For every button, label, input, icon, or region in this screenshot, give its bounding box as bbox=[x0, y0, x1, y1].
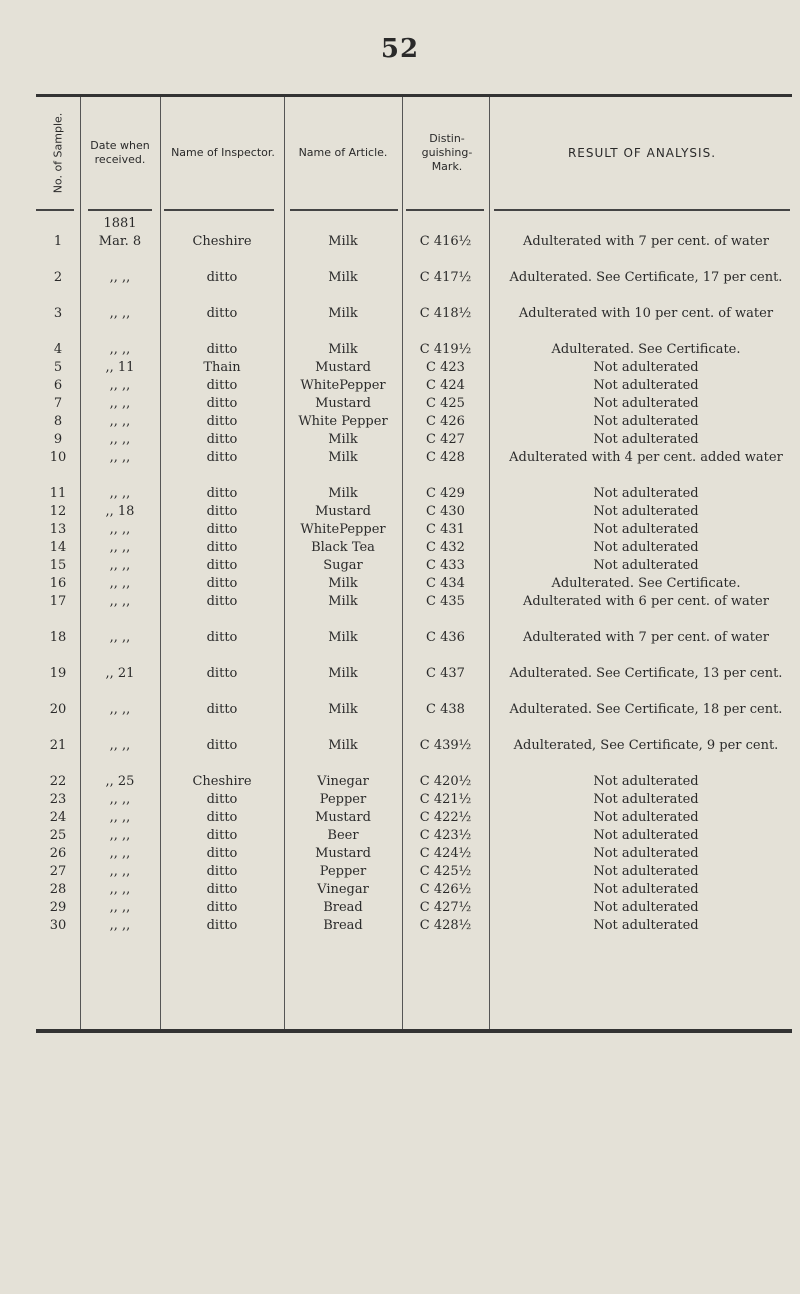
article-name: Mustard bbox=[315, 504, 371, 519]
inspector-name: ditto bbox=[206, 738, 238, 753]
date-received: ,, ,, bbox=[109, 792, 131, 807]
year-label: 1881 bbox=[103, 216, 137, 231]
header-result: RESULT OF ANALYSIS. bbox=[567, 146, 717, 160]
article-name: Milk bbox=[328, 270, 358, 285]
inspector-name: ditto bbox=[206, 666, 238, 681]
inspector-name: ditto bbox=[206, 828, 238, 843]
analysis-result: Not adulterated bbox=[593, 810, 699, 825]
date-received: ,, ,, bbox=[109, 432, 131, 447]
table-row bbox=[36, 503, 792, 521]
header-inspector: Name of Inspector. bbox=[171, 146, 275, 159]
date-received: ,, ,, bbox=[109, 738, 131, 753]
table-row bbox=[36, 305, 792, 341]
inspector-name: ditto bbox=[206, 378, 238, 393]
date-received: ,, ,, bbox=[109, 630, 131, 645]
inspector-name: Thain bbox=[203, 360, 241, 375]
table-row bbox=[36, 575, 792, 593]
distinguishing-mark: C 427 bbox=[426, 432, 465, 447]
table-row bbox=[36, 701, 792, 737]
analysis-result: Adulterated with 10 per cent. of water bbox=[518, 306, 774, 321]
distinguishing-mark: C 429 bbox=[426, 486, 465, 501]
date-received: ,, ,, bbox=[109, 594, 131, 609]
date-received: ,, 18 bbox=[105, 504, 135, 519]
inspector-name: ditto bbox=[206, 396, 238, 411]
year-row bbox=[36, 215, 792, 233]
date-received: ,, ,, bbox=[109, 846, 131, 861]
page-number: 52 bbox=[380, 34, 420, 64]
inspector-name: ditto bbox=[206, 504, 238, 519]
distinguishing-mark: C 432 bbox=[426, 540, 465, 555]
article-name: WhitePepper bbox=[300, 378, 386, 393]
sample-number: 25 bbox=[49, 828, 67, 843]
sample-number: 9 bbox=[53, 432, 63, 447]
distinguishing-mark: C 416½ bbox=[419, 234, 472, 249]
sample-number: 1 bbox=[53, 234, 63, 249]
sample-number: 6 bbox=[53, 378, 63, 393]
distinguishing-mark: C 438 bbox=[426, 702, 465, 717]
inspector-name: ditto bbox=[206, 558, 238, 573]
sample-number: 12 bbox=[49, 504, 67, 519]
article-name: Vinegar bbox=[317, 774, 369, 789]
analysis-result: Not adulterated bbox=[593, 918, 699, 933]
analysis-result: Not adulterated bbox=[593, 882, 699, 897]
article-name: Mustard bbox=[315, 396, 371, 411]
distinguishing-mark: C 434 bbox=[426, 576, 465, 591]
article-name: Milk bbox=[328, 738, 358, 753]
article-name: Milk bbox=[328, 594, 358, 609]
analysis-result: Not adulterated bbox=[593, 360, 699, 375]
table-row bbox=[36, 269, 792, 305]
inspector-name: ditto bbox=[206, 450, 238, 465]
sample-number: 16 bbox=[49, 576, 67, 591]
inspector-name: ditto bbox=[206, 342, 238, 357]
table-row bbox=[36, 521, 792, 539]
article-name: Black Tea bbox=[311, 540, 375, 555]
distinguishing-mark: C 435 bbox=[426, 594, 465, 609]
inspector-name: ditto bbox=[206, 810, 238, 825]
analysis-result: Adulterated. See Certificate, 17 per cent. bbox=[509, 270, 783, 285]
distinguishing-mark: C 430 bbox=[426, 504, 465, 519]
header-article: Name of Article. bbox=[298, 146, 388, 159]
distinguishing-mark: C 424½ bbox=[419, 846, 472, 861]
table-row bbox=[36, 539, 792, 557]
table-row bbox=[36, 485, 792, 503]
sample-number: 13 bbox=[49, 522, 67, 537]
distinguishing-mark: C 426 bbox=[426, 414, 465, 429]
distinguishing-mark: C 423½ bbox=[419, 828, 472, 843]
date-received: ,, ,, bbox=[109, 522, 131, 537]
date-received: ,, ,, bbox=[109, 882, 131, 897]
date-received: ,, ,, bbox=[109, 918, 131, 933]
date-received: ,, ,, bbox=[109, 378, 131, 393]
table-row bbox=[36, 665, 792, 701]
date-received: ,, ,, bbox=[109, 396, 131, 411]
analysis-result: Adulterated. See Certificate. bbox=[551, 342, 741, 357]
inspector-name: ditto bbox=[206, 594, 238, 609]
table-row bbox=[36, 737, 792, 773]
date-received: ,, ,, bbox=[109, 306, 131, 321]
article-name: Milk bbox=[328, 450, 358, 465]
inspector-name: ditto bbox=[206, 900, 238, 915]
analysis-result: Not adulterated bbox=[593, 864, 699, 879]
sample-number: 4 bbox=[53, 342, 63, 357]
table-row bbox=[36, 863, 792, 881]
table-row bbox=[36, 359, 792, 377]
analysis-result: Adulterated with 4 per cent. added water bbox=[509, 450, 783, 465]
distinguishing-mark: C 417½ bbox=[419, 270, 472, 285]
date-received: ,, ,, bbox=[109, 450, 131, 465]
table-row bbox=[36, 341, 792, 359]
analysis-result: Adulterated with 7 per cent. of water bbox=[523, 234, 769, 249]
article-name: Mustard bbox=[315, 360, 371, 375]
table-row bbox=[36, 449, 792, 485]
distinguishing-mark: C 418½ bbox=[419, 306, 472, 321]
date-received: ,, 25 bbox=[105, 774, 135, 789]
analysis-result: Adulterated, See Certificate, 9 per cent. bbox=[513, 738, 779, 753]
inspector-name: ditto bbox=[206, 414, 238, 429]
table-row bbox=[36, 773, 792, 791]
analysis-result: Not adulterated bbox=[593, 504, 699, 519]
sample-number: 10 bbox=[49, 450, 67, 465]
analysis-result: Adulterated with 6 per cent. of water bbox=[523, 594, 769, 609]
sample-number: 29 bbox=[49, 900, 67, 915]
date-received: ,, 21 bbox=[105, 666, 135, 681]
sample-number: 7 bbox=[53, 396, 63, 411]
inspector-name: ditto bbox=[206, 540, 238, 555]
table-row bbox=[36, 899, 792, 917]
analysis-result: Not adulterated bbox=[593, 558, 699, 573]
table-row bbox=[36, 395, 792, 413]
article-name: Vinegar bbox=[317, 882, 369, 897]
inspector-name: ditto bbox=[206, 630, 238, 645]
inspector-name: ditto bbox=[206, 846, 238, 861]
analysis-result: Not adulterated bbox=[593, 378, 699, 393]
sample-number: 2 bbox=[53, 270, 63, 285]
inspector-name: ditto bbox=[206, 270, 238, 285]
sample-number: 27 bbox=[49, 864, 67, 879]
distinguishing-mark: C 426½ bbox=[419, 882, 472, 897]
distinguishing-mark: C 419½ bbox=[419, 342, 472, 357]
distinguishing-mark: C 424 bbox=[426, 378, 465, 393]
analysis-result: Adulterated. See Certificate. bbox=[551, 576, 741, 591]
article-name: Beer bbox=[327, 828, 359, 843]
analysis-result: Not adulterated bbox=[593, 414, 699, 429]
date-received: ,, ,, bbox=[109, 828, 131, 843]
table-row bbox=[36, 881, 792, 899]
inspector-name: ditto bbox=[206, 864, 238, 879]
table-row bbox=[36, 917, 792, 935]
article-name: Milk bbox=[328, 486, 358, 501]
sample-number: 22 bbox=[49, 774, 67, 789]
analysis-result: Not adulterated bbox=[593, 522, 699, 537]
analysis-result: Not adulterated bbox=[593, 486, 699, 501]
date-received: ,, 11 bbox=[105, 360, 135, 375]
analysis-result: Not adulterated bbox=[593, 432, 699, 447]
table-row bbox=[36, 413, 792, 431]
analysis-result: Not adulterated bbox=[593, 900, 699, 915]
analysis-result: Adulterated. See Certificate, 13 per cent. bbox=[509, 666, 783, 681]
article-name: Milk bbox=[328, 306, 358, 321]
analysis-result: Adulterated with 7 per cent. of water bbox=[523, 630, 769, 645]
table-row bbox=[36, 377, 792, 395]
table-row bbox=[36, 827, 792, 845]
analysis-result: Adulterated. See Certificate, 18 per cent. bbox=[509, 702, 783, 717]
analysis-table bbox=[36, 94, 792, 1033]
article-name: Bread bbox=[323, 918, 363, 933]
article-name: White Pepper bbox=[298, 414, 388, 429]
sample-number: 30 bbox=[49, 918, 67, 933]
date-received: ,, ,, bbox=[109, 540, 131, 555]
sample-number: 20 bbox=[49, 702, 67, 717]
table-row bbox=[36, 233, 792, 269]
distinguishing-mark: C 437 bbox=[426, 666, 465, 681]
analysis-result: Not adulterated bbox=[593, 846, 699, 861]
article-name: Milk bbox=[328, 576, 358, 591]
inspector-name: Cheshire bbox=[192, 774, 252, 789]
sample-number: 21 bbox=[49, 738, 67, 753]
sample-number: 14 bbox=[49, 540, 67, 555]
table-row bbox=[36, 593, 792, 629]
article-name: Milk bbox=[328, 432, 358, 447]
table-body bbox=[36, 215, 792, 935]
date-received: ,, ,, bbox=[109, 414, 131, 429]
distinguishing-mark: C 422½ bbox=[419, 810, 472, 825]
table-header bbox=[36, 97, 792, 209]
date-received: ,, ,, bbox=[109, 864, 131, 879]
date-received: ,, ,, bbox=[109, 576, 131, 591]
analysis-result: Not adulterated bbox=[593, 540, 699, 555]
distinguishing-mark: C 428 bbox=[426, 450, 465, 465]
analysis-result: Not adulterated bbox=[593, 396, 699, 411]
article-name: Mustard bbox=[315, 810, 371, 825]
sample-number: 15 bbox=[49, 558, 67, 573]
distinguishing-mark: C 427½ bbox=[419, 900, 472, 915]
header-mark: Distin- guishing- Mark. bbox=[421, 132, 473, 173]
inspector-name: ditto bbox=[206, 306, 238, 321]
distinguishing-mark: C 425½ bbox=[419, 864, 472, 879]
date-received: ,, ,, bbox=[109, 558, 131, 573]
analysis-result: Not adulterated bbox=[593, 828, 699, 843]
inspector-name: ditto bbox=[206, 576, 238, 591]
article-name: WhitePepper bbox=[300, 522, 386, 537]
distinguishing-mark: C 421½ bbox=[419, 792, 472, 807]
article-name: Milk bbox=[328, 630, 358, 645]
date-received: ,, ,, bbox=[109, 486, 131, 501]
date-received: ,, ,, bbox=[109, 270, 131, 285]
table-row bbox=[36, 557, 792, 575]
sample-number: 23 bbox=[49, 792, 67, 807]
inspector-name: ditto bbox=[206, 918, 238, 933]
sample-number: 18 bbox=[49, 630, 67, 645]
article-name: Bread bbox=[323, 900, 363, 915]
distinguishing-mark: C 425 bbox=[426, 396, 465, 411]
sample-number: 3 bbox=[53, 306, 63, 321]
sample-number: 5 bbox=[53, 360, 63, 375]
sample-number: 17 bbox=[49, 594, 67, 609]
table-row bbox=[36, 791, 792, 809]
date-received: ,, ,, bbox=[109, 342, 131, 357]
inspector-name: ditto bbox=[206, 432, 238, 447]
distinguishing-mark: C 423 bbox=[426, 360, 465, 375]
sample-number: 26 bbox=[49, 846, 67, 861]
article-name: Milk bbox=[328, 702, 358, 717]
date-received: ,, ,, bbox=[109, 900, 131, 915]
table-row bbox=[36, 809, 792, 827]
inspector-name: ditto bbox=[206, 702, 238, 717]
article-name: Pepper bbox=[319, 792, 367, 807]
sample-number: 28 bbox=[49, 882, 67, 897]
sample-number: 19 bbox=[49, 666, 67, 681]
inspector-name: ditto bbox=[206, 882, 238, 897]
header-date-received: Date when received. bbox=[90, 139, 150, 166]
sample-number: 24 bbox=[49, 810, 67, 825]
article-name: Milk bbox=[328, 666, 358, 681]
date-received: ,, ,, bbox=[109, 702, 131, 717]
inspector-name: Cheshire bbox=[192, 234, 252, 249]
table-row bbox=[36, 845, 792, 863]
header-sample-no: No. of Sample. bbox=[51, 112, 65, 194]
distinguishing-mark: C 433 bbox=[426, 558, 465, 573]
sample-number: 8 bbox=[53, 414, 63, 429]
article-name: Mustard bbox=[315, 846, 371, 861]
distinguishing-mark: C 439½ bbox=[419, 738, 472, 753]
sample-number: 11 bbox=[49, 486, 67, 501]
table-row bbox=[36, 431, 792, 449]
distinguishing-mark: C 428½ bbox=[419, 918, 472, 933]
article-name: Pepper bbox=[319, 864, 367, 879]
distinguishing-mark: C 431 bbox=[426, 522, 465, 537]
distinguishing-mark: C 420½ bbox=[419, 774, 472, 789]
analysis-result: Not adulterated bbox=[593, 774, 699, 789]
analysis-result: Not adulterated bbox=[593, 792, 699, 807]
inspector-name: ditto bbox=[206, 792, 238, 807]
article-name: Milk bbox=[328, 234, 358, 249]
table-row bbox=[36, 629, 792, 665]
article-name: Milk bbox=[328, 342, 358, 357]
date-received: Mar. 8 bbox=[98, 234, 142, 249]
inspector-name: ditto bbox=[206, 486, 238, 501]
article-name: Sugar bbox=[323, 558, 363, 573]
distinguishing-mark: C 436 bbox=[426, 630, 465, 645]
inspector-name: ditto bbox=[206, 522, 238, 537]
date-received: ,, ,, bbox=[109, 810, 131, 825]
